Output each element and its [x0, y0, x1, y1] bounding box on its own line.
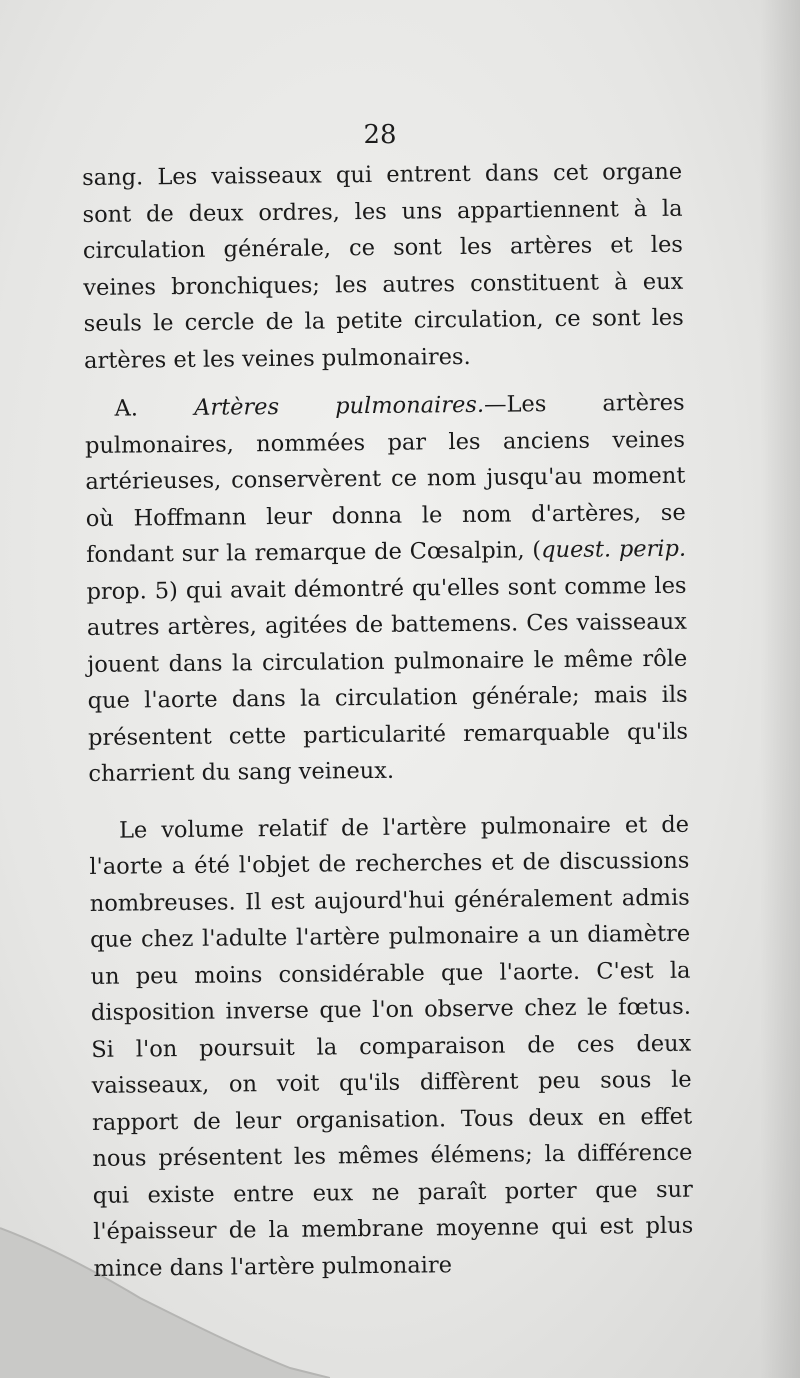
- paragraph-3: [89, 806, 694, 1287]
- paragraph-2-text-end: prop. 5) qui avait démontré qu'elles sont comme les autres artères, agitées de battemens. Ces vaisseaux jouent dans la circulation pulmonaire le même rôle que l'aorte dans la circulation générale; mais ils présentent cette particularité remarquable qu'ils charrient du sang veineux.: [86, 572, 689, 787]
- paragraph-2-text-start: —Les artères pulmonaires, nommées par les anciens veines artérieuses, conservèrent ce nom jusqu'au moment où Hoffmann leur donna le nom d'artères, se fondant sur la remarque de Cœsalpin, (: [84, 389, 686, 568]
- citation-reference: quest. perip.: [541, 535, 687, 564]
- page-edge-shadow: [760, 0, 800, 1378]
- section-title: Artères pulmonaires.: [193, 391, 485, 421]
- paragraph-2: [84, 385, 688, 793]
- section-letter: A.: [114, 395, 139, 422]
- page-number: 28: [363, 120, 397, 150]
- paragraph-1: sang. Les vaisseaux qui entrent dans cet organe sont de deux ordres, les uns appartiennent à la circulation générale, ce sont les artères et les veines bronchiques; les autres constituent à eux seuls le cercle de la petite circulation, ce sont les artères et les veines pulmonaires.: [82, 158, 684, 374]
- paragraph-3-text: Le volume relatif de l'artère pulmonaire et de l'aorte a été l'objet de recherches et de discussions nombreuses. Il est aujourd'hui généralement admis que chez l'adulte l'artère pulmonaire a un diamètre un peu moins considérable que l'aorte. C'est la disposition inverse que l'on observe chez le fœtus. Si l'on poursuit la comparaison de ces deux vaisseaux, on voit qu'ils diffèrent peu sous le rapport de leur organisation. Tous deux en effet nous présentent les mêmes élémens; la différence qui existe entre eux ne paraît porter que sur l'épaisseur de la membrane moyenne qui est plus mince dans l'artère pulmonaire: [89, 811, 694, 1282]
- body-text: [82, 154, 694, 1287]
